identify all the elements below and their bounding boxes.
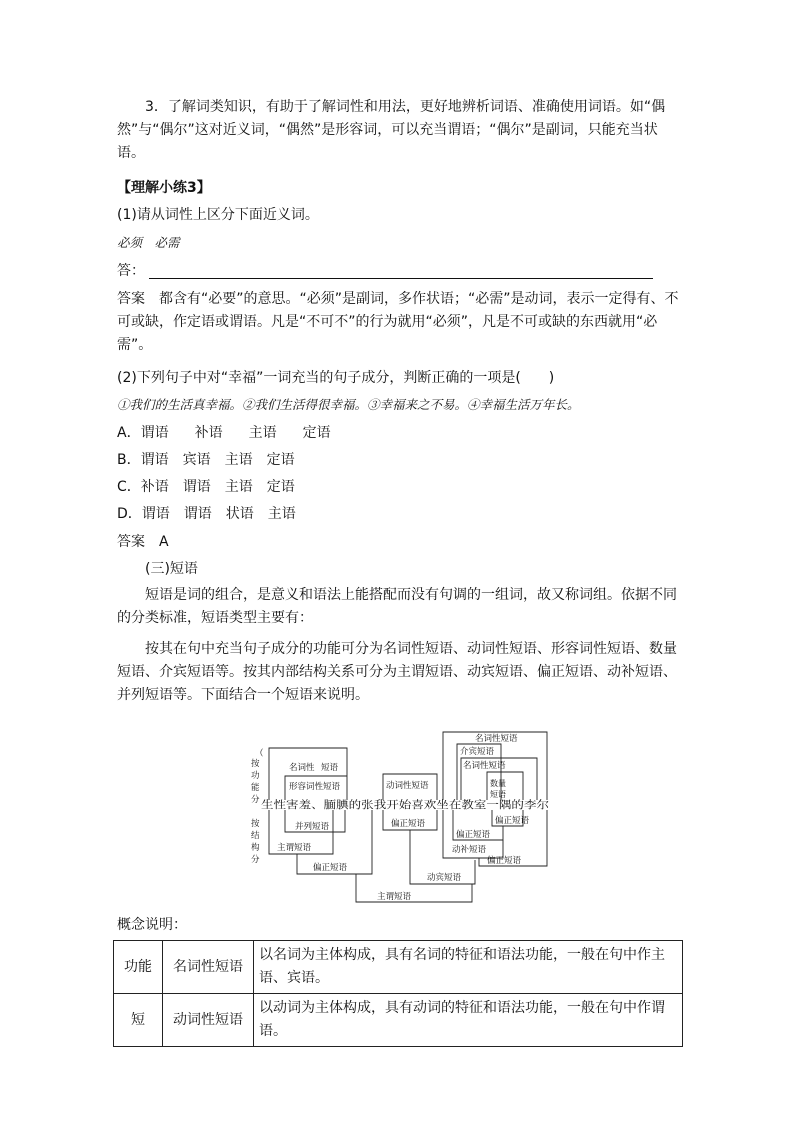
diagram-label: 短语 (321, 763, 339, 773)
diagram-label: 动宾短语 (427, 873, 462, 883)
diagram-label: 数量 (490, 779, 506, 788)
diagram-label: 偏正短语 (313, 863, 348, 873)
diagram-by-structure-1: 按 (251, 819, 260, 829)
diagram-label: 偏正短语 (487, 856, 522, 866)
diagram-label: 介宾短语 (460, 747, 495, 757)
diagram-by-function-2: 功 (251, 771, 260, 781)
option-b[interactable] (117, 450, 309, 470)
section-paragraph-1: 短语是词的组合，是意义和语法上能搭配而没有句调的一组词，故又称词组。依据不同的分类标准，短语类型主要有： (117, 587, 677, 626)
description-cell: 以动词为主体构成，具有动词的特征和语法功能，一般在句中作谓语。 (254, 994, 683, 1047)
option-d[interactable] (117, 504, 310, 524)
question-2-prompt: (2)下列句子中对“幸福”一词充当的句子成分，判断正确的一项是( ) (117, 370, 555, 386)
option-item: 谓语 (140, 425, 169, 441)
diagram-left-label-top: （ (255, 749, 264, 759)
option-a[interactable] (117, 423, 345, 443)
diagram-label: 名词性 (289, 763, 315, 773)
question-1-prompt: (1)请从词性上区分下面近义词。 (117, 207, 319, 223)
exercise-title: 【理解小练3】 (117, 180, 211, 196)
option-item: 主语 (224, 479, 253, 495)
diagram-by-structure-3: 构 (251, 843, 260, 853)
concept-table (113, 940, 683, 1047)
option-item: 宾语 (182, 452, 211, 468)
option-item: 主语 (267, 506, 296, 522)
category-cell: 功能 (114, 941, 163, 994)
option-item: 定语 (266, 479, 295, 495)
answer-label: 答： (117, 263, 145, 279)
description-cell: 以名词为主体构成，具有名词的特征和语法功能，一般在句中作主语、宾语。 (254, 941, 683, 994)
diagram-label: 短语 (490, 790, 506, 799)
option-item: 谓语 (182, 479, 211, 495)
diagram-by-function-1: 按 (251, 759, 260, 769)
option-item: 状语 (225, 506, 254, 522)
section-paragraph-2: 按其在句中充当句子成分的功能可分为名词性短语、动词性短语、形容词性短语、数量短语、介宾短语等。按其内部结构关系可分为主谓短语、动宾短语、偏正短语、动补短语、并列短语等。下面结合一个短语来说明。 (117, 641, 677, 703)
diagram-label: 名词性短语 (475, 734, 518, 744)
answer-line (117, 261, 653, 281)
diagram-label: 动词性短语 (386, 781, 429, 791)
option-item: 补语 (194, 425, 223, 441)
option-item: 谓语 (141, 506, 170, 522)
diagram-by-function-4: 分 (251, 795, 260, 805)
diagram-by-structure-4: 分 (251, 855, 260, 865)
diagram-label: 偏正短语 (391, 819, 426, 829)
term-cell: 动词性短语 (163, 994, 254, 1047)
diagram-by-structure-2: 结 (251, 831, 260, 841)
phrase-structure-diagram (247, 726, 559, 904)
term-cell: 名词性短语 (163, 941, 254, 994)
option-letter: D． (117, 506, 142, 522)
option-item: 谓语 (183, 506, 212, 522)
option-letter: B． (117, 452, 141, 468)
diagram-label: 主谓短语 (277, 843, 312, 853)
option-c[interactable] (117, 477, 309, 497)
section-heading: (三)短语 (145, 561, 198, 577)
diagram-by-function-3: 能 (251, 783, 260, 793)
diagram-label: 形容词性短语 (289, 782, 341, 792)
diagram-label: 偏正短语 (456, 830, 491, 840)
option-letter: A． (117, 425, 141, 441)
option-item: 补语 (140, 479, 169, 495)
question-2-answer: 答案 A (117, 534, 169, 550)
option-item: 主语 (224, 452, 253, 468)
diagram-label: 动补短语 (452, 845, 487, 855)
diagram-sentence: 生性害羞、腼腆的张我开始喜欢坐在教室一隅的李尔 (261, 799, 503, 811)
answer-blank[interactable] (149, 264, 653, 279)
option-item: 定语 (302, 425, 331, 441)
diagram-label: 主谓短语 (377, 892, 412, 902)
table-row (114, 994, 683, 1047)
option-item: 谓语 (140, 452, 169, 468)
option-item: 定语 (266, 452, 295, 468)
diagram-label: 偏正短语 (495, 816, 530, 826)
concept-caption: 概念说明： (117, 917, 187, 933)
table-row (114, 941, 683, 994)
diagram-label: 名词性短语 (463, 761, 506, 771)
category-cell: 短 (114, 994, 163, 1047)
paragraph-word-class: 3．了解词类知识，有助于了解词性和用法，更好地辨析词语、准确使用词语。如“偶然”与“偶尔”这对近义词，“偶然”是形容词，可以充当谓语；“偶尔”是副词，只能充当状语。 (117, 99, 666, 161)
question-2-sentences: ①我们的生活真幸福。②我们生活得很幸福。③幸福来之不易。④幸福生活万年长。 (117, 397, 580, 412)
option-letter: C． (117, 479, 141, 495)
question-1-answer: 答案 都含有“必要”的意思。“必须”是副词，多作状语；“必需”是动词，表示一定得有、不可或缺，作定语或谓语。凡是“不可不”的行为就用“必须”，凡是不可或缺的东西就用“必需”。 (117, 291, 679, 353)
option-item: 主语 (248, 425, 277, 441)
question-1-words: 必须 必需 (117, 235, 180, 250)
diagram-label: 并列短语 (295, 822, 330, 832)
